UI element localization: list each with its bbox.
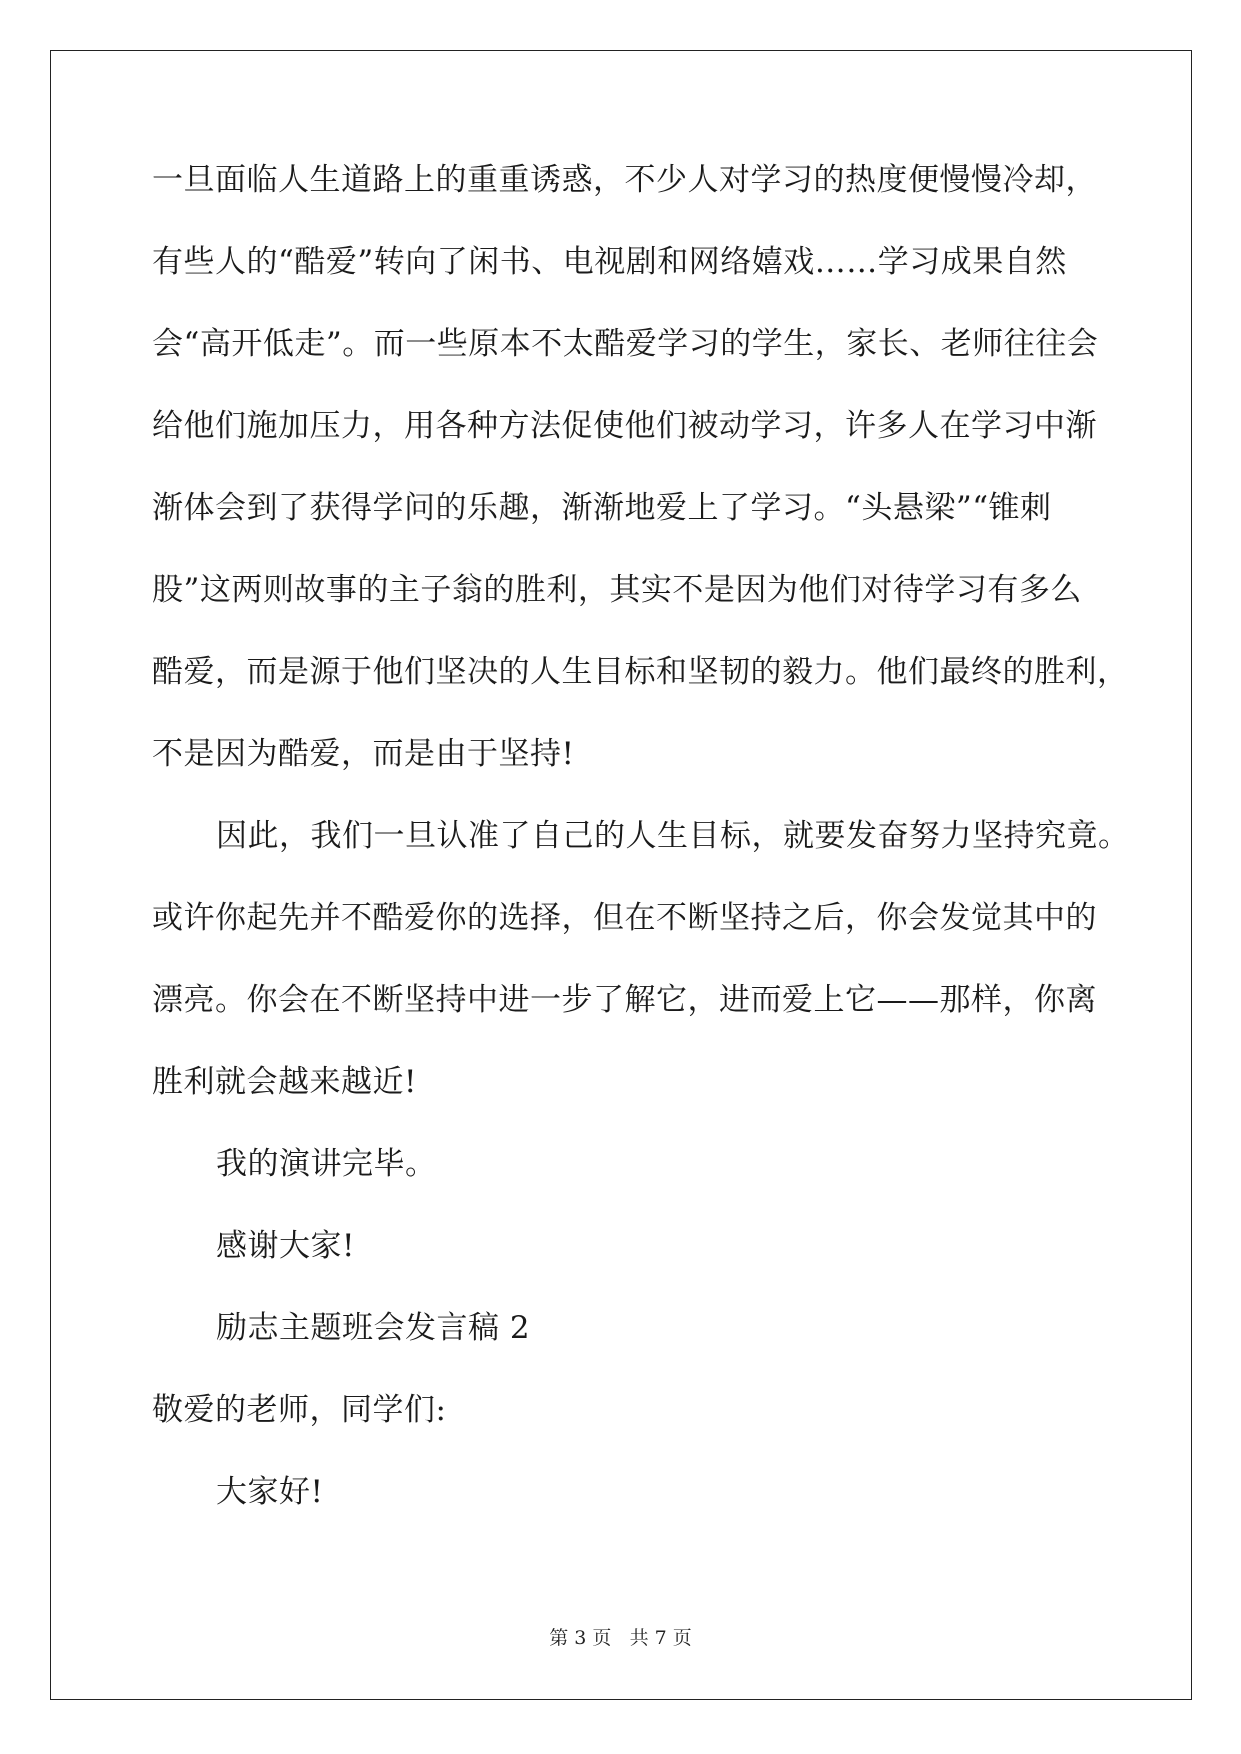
text-line: 漂亮。你会在不断坚持中进一步了解它，进而爱上它——那样，你离 [152,982,1097,1018]
page-footer [0,1623,1241,1650]
text-line: 胜利就会越来越近! [152,1064,417,1100]
text-line: 渐体会到了获得学问的乐趣，渐渐地爱上了学习。“头悬梁”“锥刺 [152,490,1052,526]
text-line: 或许你起先并不酷爱你的选择，但在不断坚持之后，你会发觉其中的 [152,900,1097,936]
text-line: 一旦面临人生道路上的重重诱惑，不少人对学习的热度便慢慢冷却， [152,162,1097,198]
page-number: 第 3 页 [549,1627,612,1649]
text-line: 有些人的“酷爱”转向了闲书、电视剧和网络嬉戏……学习成果自然 [152,244,1067,280]
text-line: 酷爱，而是源于他们坚决的人生目标和坚韧的毅力。他们最终的胜利， [152,654,1129,690]
text-line: 股”这两则故事的主子翁的胜利，其实不是因为他们对待学习有多么 [152,572,1082,608]
section-title: 励志主题班会发言稿 2 [216,1310,531,1346]
text-line: 给他们施加压力，用各种方法促使他们被动学习，许多人在学习中渐 [152,408,1097,444]
greeting-line: 大家好! [216,1474,324,1510]
page-total: 共 7 页 [629,1627,692,1649]
document-body [152,150,1130,1544]
text-line: 因此，我们一旦认准了自己的人生目标，就要发奋努力坚持究竟。 [216,818,1130,854]
closing-line: 我的演讲完毕。 [216,1146,437,1182]
text-line: 不是因为酷爱，而是由于坚持! [152,736,575,772]
salutation-line: 敬爱的老师，同学们: [152,1392,447,1428]
thanks-line: 感谢大家! [216,1228,355,1264]
text-line: 会“高开低走”。而一些原本不太酷爱学习的学生，家长、老师往往会 [152,326,1099,362]
